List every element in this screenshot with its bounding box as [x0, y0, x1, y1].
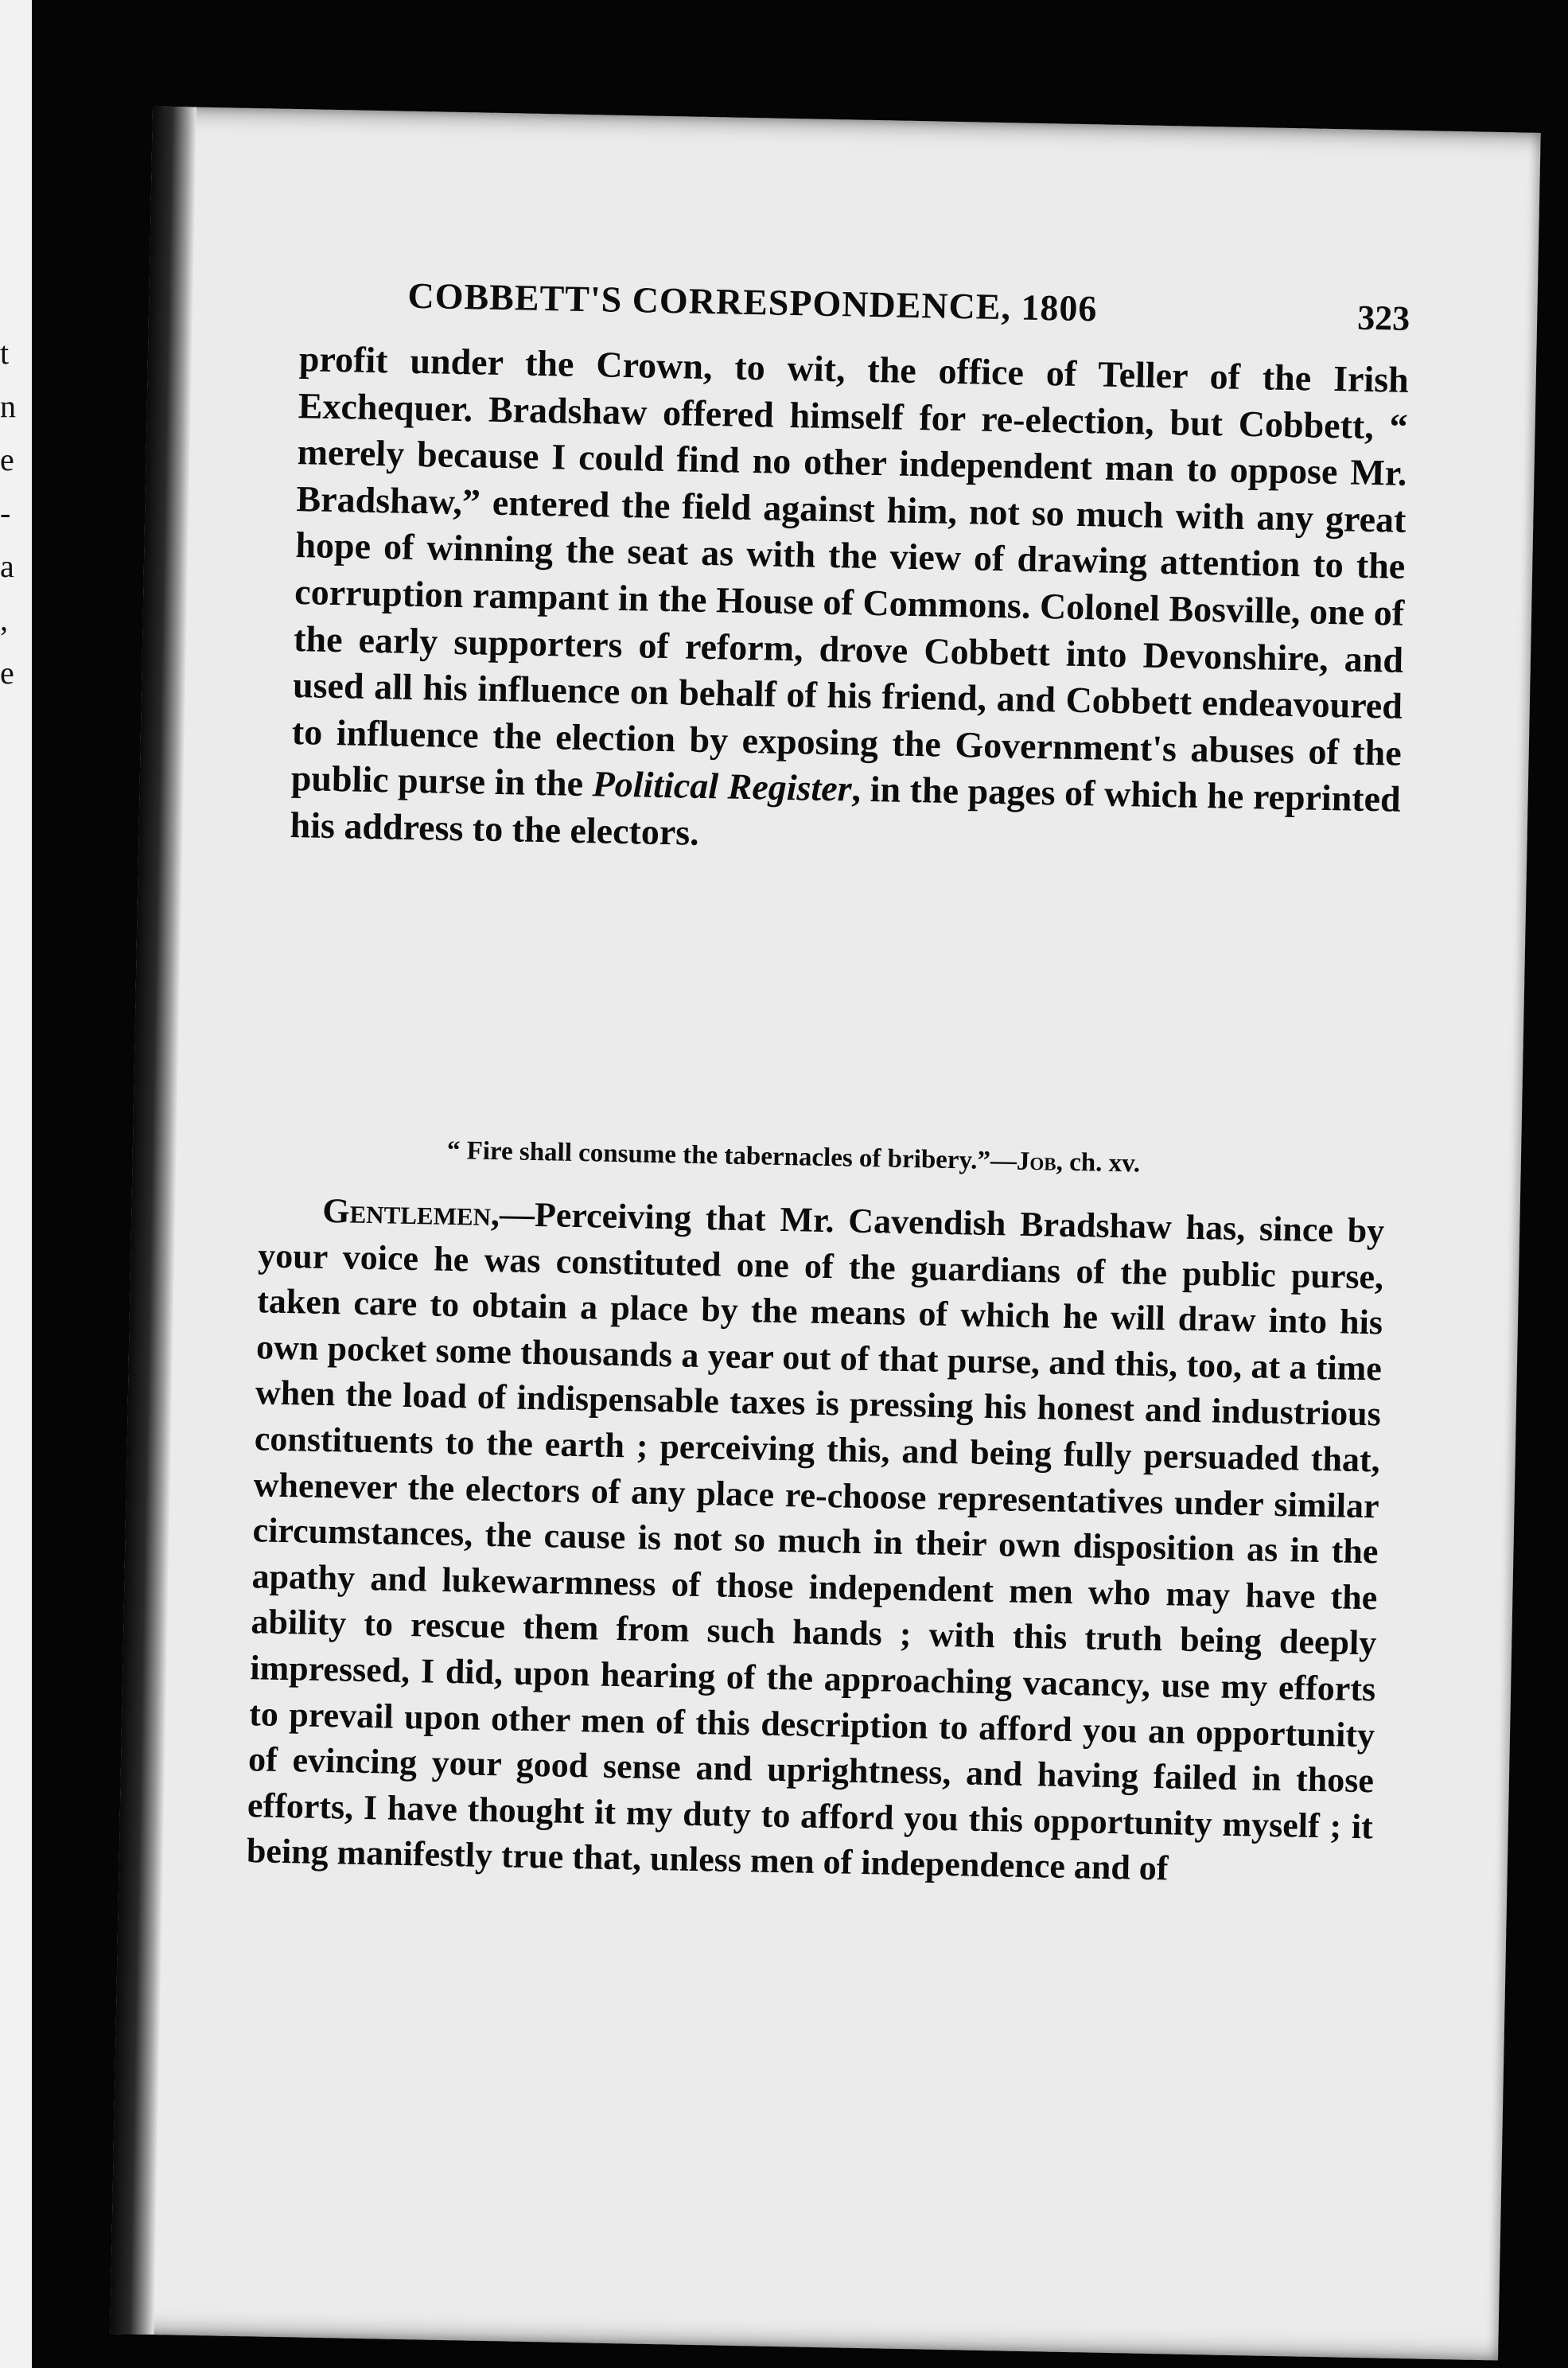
edge-char: -	[0, 495, 11, 531]
edge-char: e	[0, 655, 14, 691]
edge-char: e	[0, 442, 14, 477]
page-header	[407, 275, 1410, 349]
running-head: COBBETT'S CORRESPONDENCE, 1806	[407, 275, 1098, 329]
address-paragraph	[246, 1186, 1384, 1895]
epigraph-quote: “ Fire shall consume the tabernacles of bribery.”—	[446, 1135, 1017, 1176]
page-gutter-shadow	[110, 107, 196, 2335]
intro-text: profit under the Crown, to wit, the office of Teller of the Irish Exchequer. Bradshaw offered himself for re-election, but Cobbett, “ merely because I could find no other independent man to oppose Mr. Bradshaw,” entered the field against him, not so much with any great hope of winning the seat as with the view of drawing attention to the corruption rampant in the House of Commons. Colonel Bosville, one of the early supporters of reform, drove Cobbett into Devonshire, and used all his influence on behalf of his friend, and Cobbett endeavoured to influence the election by exposing the Government's abuses of the public purse in the	[290, 338, 1410, 804]
intro-paragraph	[290, 336, 1409, 870]
epigraph	[447, 1135, 1403, 1185]
political-register-title: Political Register	[592, 763, 853, 809]
facing-page-fragments	[0, 326, 27, 699]
facing-page-edge	[0, 0, 32, 2368]
edge-char: n	[0, 388, 16, 424]
epigraph-chapter: , ch. xv.	[1056, 1147, 1141, 1178]
intro-paragraph-text	[290, 336, 1409, 870]
intro-tail: , in the pages of which he reprinted his address to the electors.	[290, 768, 1402, 853]
salutation: Gentlemen,	[321, 1190, 500, 1234]
edge-char: ,	[0, 602, 8, 637]
electors-address	[246, 1186, 1384, 1895]
address-text: —Perceiving that Mr. Cavendish Bradshaw has, since by your voice he was constituted one of the guardians of the public purse, taken care to obtain a place by the means of which he will draw into his own pocket some thousands a year out of that purse, and this, too, at a time when the load of indispensable taxes is pressing his honest and industrious constituents to the earth ; perceiving this, and being fully persuaded that, whenever the electors of any place re-choose representatives under similar circumstances, the cause is not so much in their own disposition as in the apathy and lukewarmness of those independent men who may have the ability to rescue them from such hands ; with this truth being deeply impressed, I did, upon hearing of the approaching vacancy, use my efforts to prevail upon other men of this description to afford you an opportunity of evincing your good sense and uprightness, and having failed in those efforts, I have thought it my duty to afford you this opportunity myself ; it being manifestly true that, unless men of independence and of	[246, 1194, 1385, 1888]
edge-char: t	[0, 335, 10, 371]
edge-char: a	[0, 548, 14, 584]
book-page	[110, 107, 1540, 2361]
epigraph-source: Job	[1016, 1147, 1057, 1177]
page-number: 323	[1356, 298, 1410, 338]
